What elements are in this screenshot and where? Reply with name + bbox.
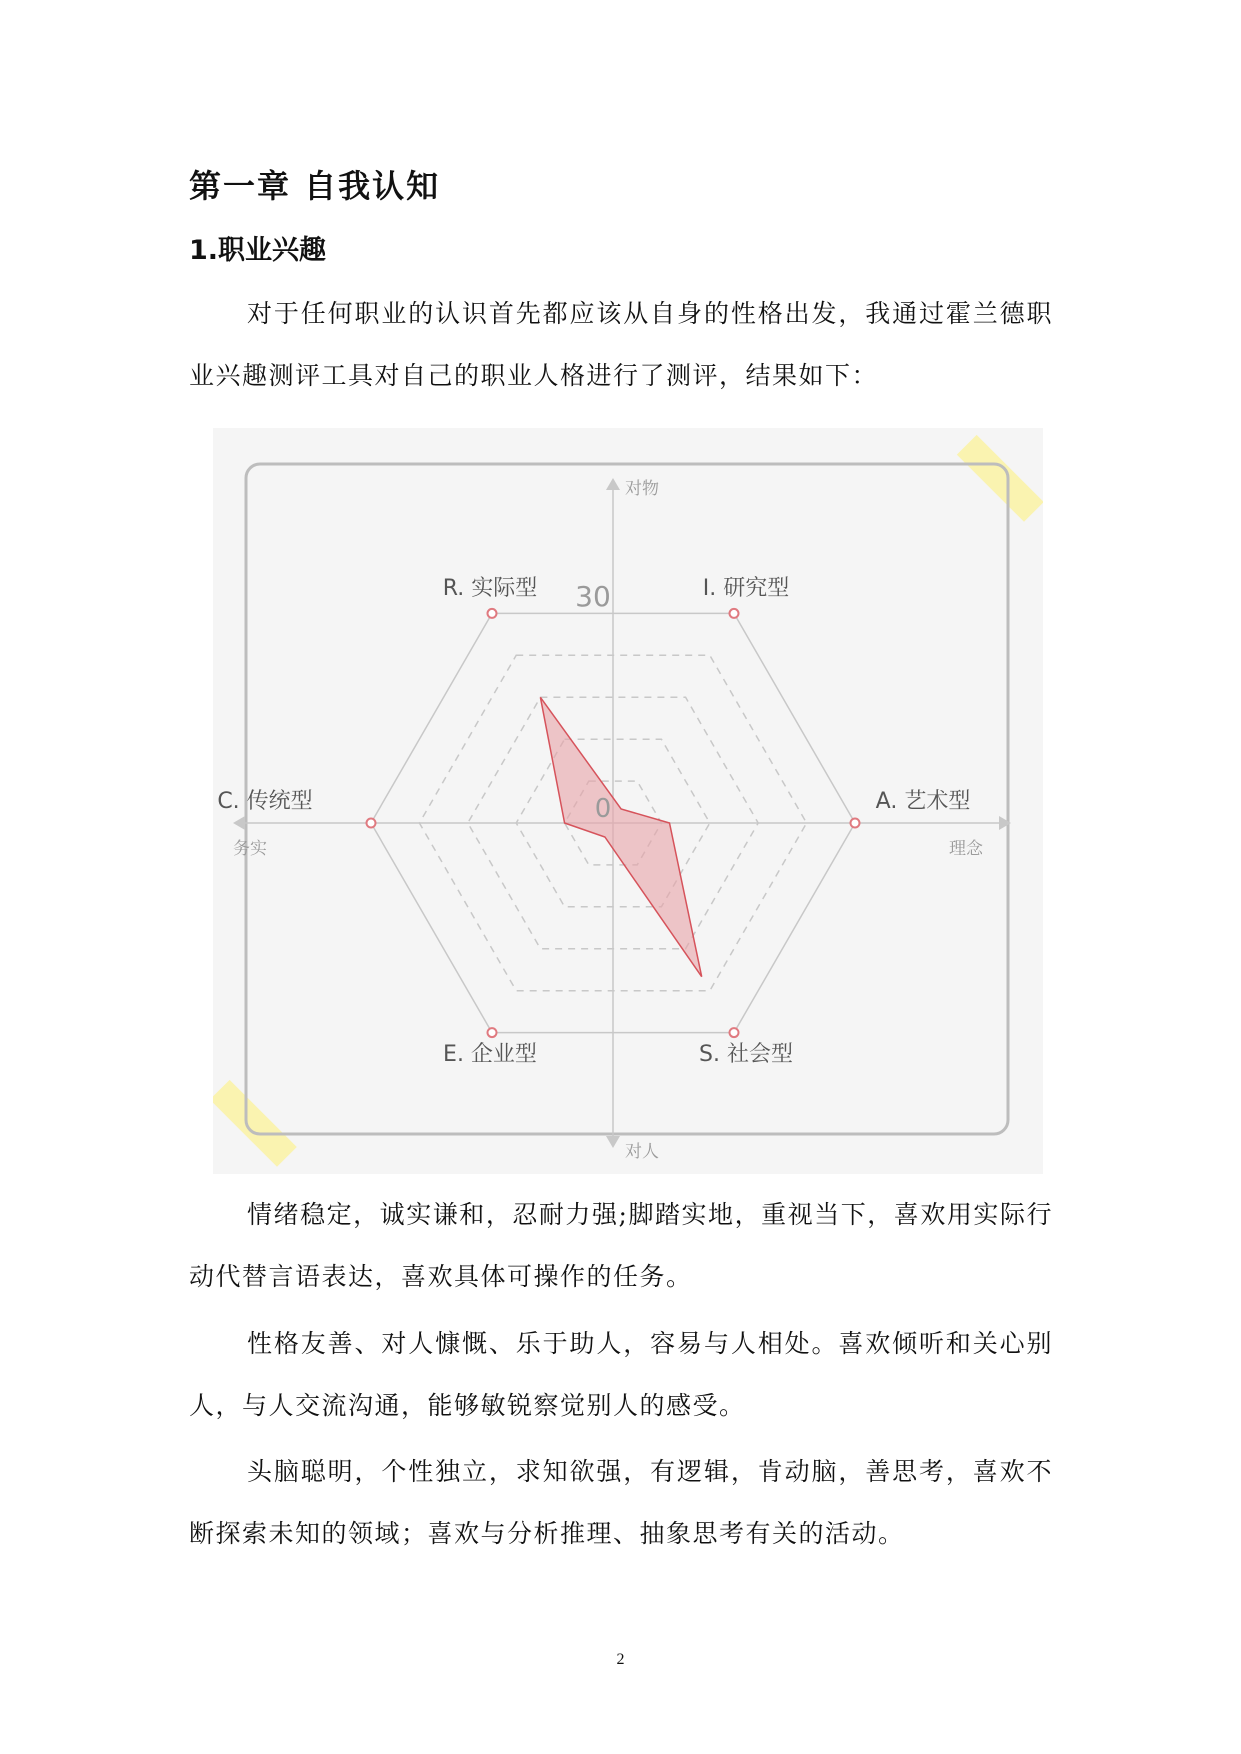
- axis-label: R. 实际型: [442, 576, 538, 601]
- quadrant-label-left: 务实: [233, 839, 267, 859]
- vertex-marker: [488, 609, 497, 618]
- paragraph-social: 性格友善、对人慷慨、乐于助人，容易与人相处。喜欢倾听和关心别人，与人交流沟通，能够敏锐察觉别人的感受。: [189, 1329, 1053, 1420]
- section-title: 1.职业兴趣: [189, 235, 327, 266]
- tape-decoration-top-right: [957, 435, 1043, 522]
- vertex-marker: [488, 1028, 497, 1037]
- axis-label: S. 社会型: [699, 1042, 793, 1067]
- axis-label: E. 企业型: [443, 1042, 537, 1067]
- holland-radar-figure: [213, 428, 1043, 1174]
- intro-paragraph: 对于任何职业的认识首先都应该从自身的性格出发，我通过霍兰德职业兴趣测评工具对自己的职业人格进行了测评，结果如下：: [189, 299, 1053, 390]
- tape-decoration-bottom-left: [213, 1080, 297, 1167]
- quadrant-label-bottom: 对人: [625, 1142, 659, 1162]
- arrow-left-icon: [233, 816, 245, 830]
- page-number: 2: [616, 1651, 625, 1668]
- vertex-marker: [730, 609, 739, 618]
- arrow-up-icon: [606, 478, 620, 490]
- quadrant-label-right: 理念: [949, 839, 983, 859]
- radar-chart: [213, 428, 1043, 1174]
- axis-label: A. 艺术型: [875, 789, 971, 814]
- chapter-title: 第一章 自我认知: [189, 167, 441, 205]
- vertex-marker: [730, 1028, 739, 1037]
- arrow-down-icon: [606, 1136, 620, 1148]
- vertex-marker: [367, 819, 376, 828]
- paragraph-investigative: 头脑聪明，个性独立，求知欲强，有逻辑，肯动脑，善思考，喜欢不断探索未知的领域；喜欢与分析推理、抽象思考有关的活动。: [189, 1457, 1053, 1548]
- paragraph-realistic: 情绪稳定，诚实谦和，忍耐力强;脚踏实地，重视当下，喜欢用实际行动代替言语表达，喜欢具体可操作的任务。: [189, 1200, 1053, 1291]
- axis-label: I. 研究型: [702, 576, 790, 601]
- tick-label-zero: 0: [594, 794, 612, 824]
- quadrant-label-top: 对物: [625, 479, 659, 499]
- axis-label: C. 传统型: [217, 789, 313, 814]
- tick-label-max: 30: [575, 580, 611, 613]
- vertex-marker: [851, 819, 860, 828]
